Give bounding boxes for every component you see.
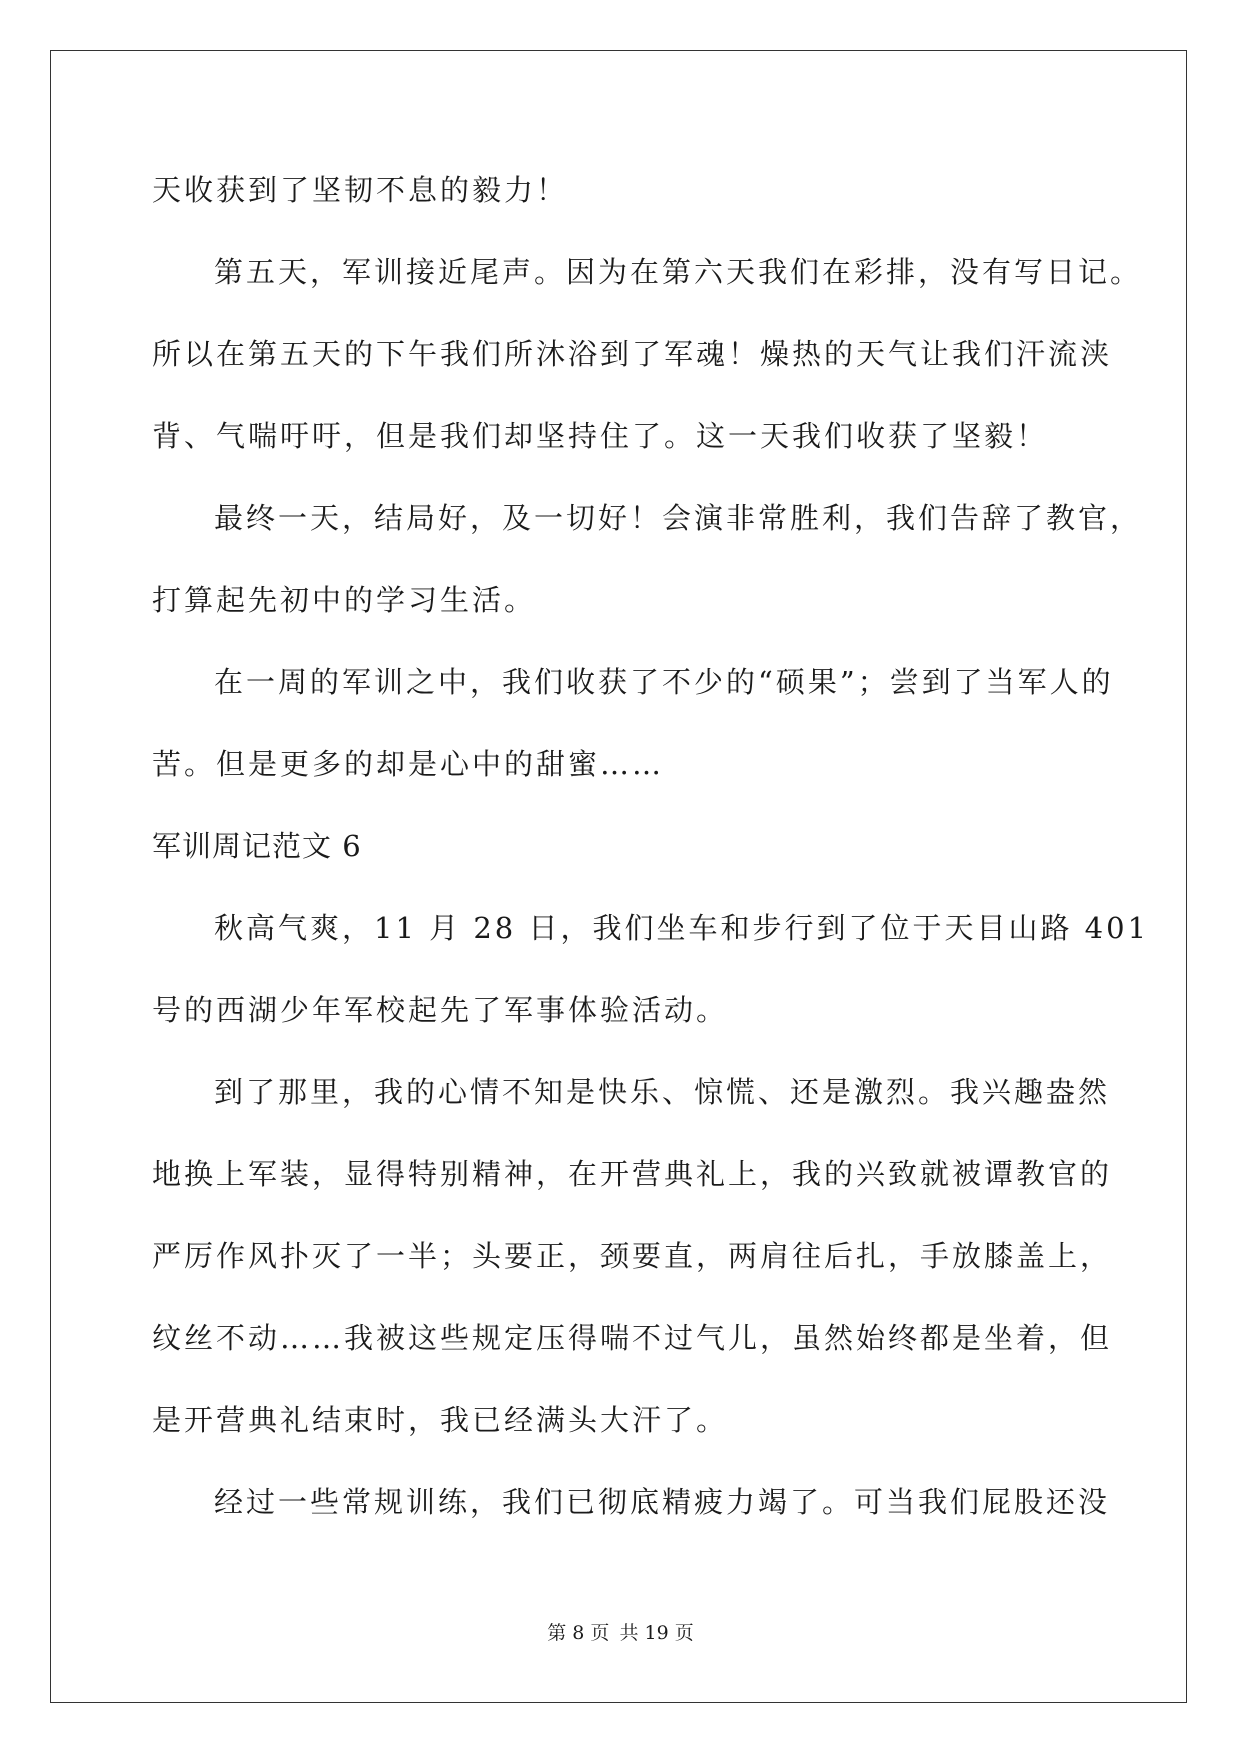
current-page-number: 第 8 页 (547, 1622, 610, 1644)
text-line: 天收获到了坚韧不息的毅力！ (152, 173, 569, 207)
page-border (50, 50, 1187, 1703)
paragraph-start-line: 在一周的军训之中，我们收获了不少的“硕果”；尝到了当军人的 (214, 665, 1114, 699)
page-footer (0, 1621, 1241, 1645)
section-heading: 军训周记范文 6 (152, 829, 362, 863)
text-line: 打算起先初中的学习生活。 (152, 583, 537, 617)
paragraph-start-line: 最终一天，结局好，及一切好！会演非常胜利，我们告辞了教官， (214, 501, 1143, 535)
text-line: 纹丝不动……我被这些规定压得喘不过气儿，虽然始终都是坐着，但 (152, 1321, 1113, 1355)
text-line: 所以在第五天的下午我们所沐浴到了军魂！燥热的天气让我们汗流浃 (152, 337, 1113, 371)
text-line: 苦。但是更多的却是心中的甜蜜…… (152, 747, 665, 781)
text-line: 号的西湖少年军校起先了军事体验活动。 (152, 993, 729, 1027)
total-pages: 共 19 页 (619, 1622, 694, 1644)
paragraph-start-line: 第五天，军训接近尾声。因为在第六天我们在彩排，没有写日记。 (214, 255, 1143, 289)
paragraph-start-line: 经过一些常规训练，我们已彻底精疲力竭了。可当我们屁股还没 (214, 1485, 1111, 1519)
text-line: 背、气喘吁吁，但是我们却坚持住了。这一天我们收获了坚毅！ (152, 419, 1049, 453)
paragraph-start-line: 秋高气爽，11 月 28 日，我们坐车和步行到了位于天目山路 401 (214, 911, 1150, 945)
text-line: 是开营典礼结束时，我已经满头大汗了。 (152, 1403, 729, 1437)
paragraph-start-line: 到了那里，我的心情不知是快乐、惊慌、还是激烈。我兴趣盎然 (214, 1075, 1111, 1109)
text-line: 严厉作风扑灭了一半；头要正，颈要直，两肩往后扎，手放膝盖上， (152, 1239, 1113, 1273)
text-line: 地换上军装，显得特别精神，在开营典礼上，我的兴致就被谭教官的 (152, 1157, 1113, 1191)
